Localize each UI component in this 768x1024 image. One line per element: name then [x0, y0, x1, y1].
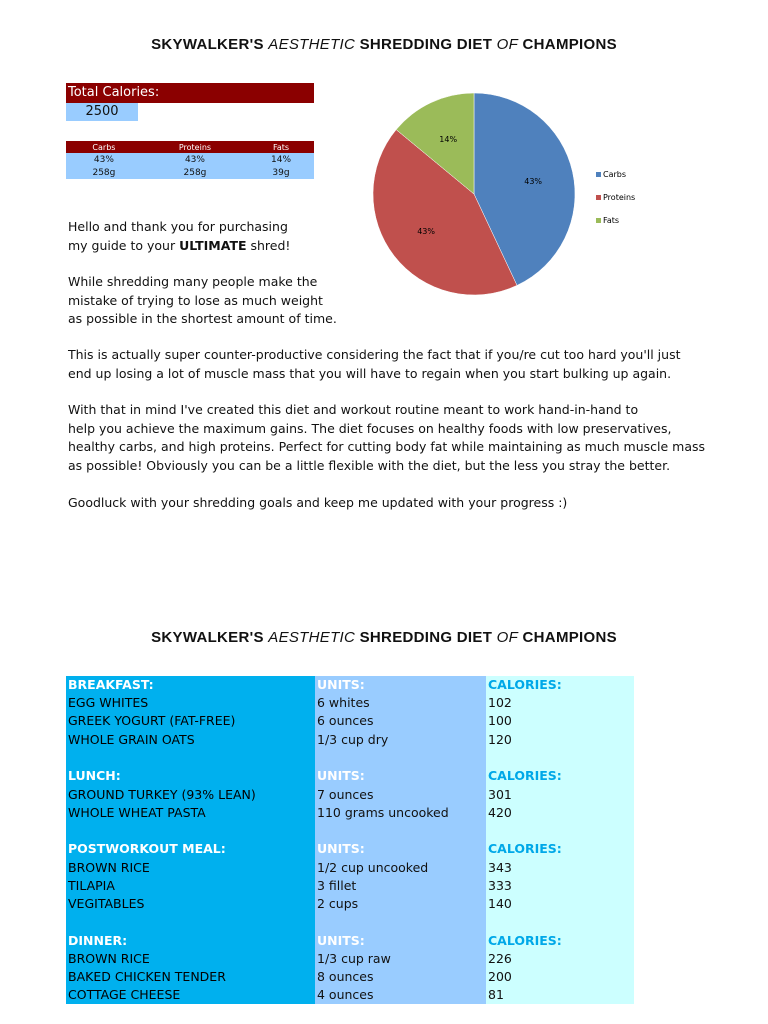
meal-spacer-row	[66, 822, 634, 841]
units-header: UNITS:	[315, 840, 486, 858]
food-calories: 200	[486, 968, 634, 986]
macro-percent: 14%	[248, 153, 314, 166]
calories-header: CALORIES:	[486, 840, 634, 858]
section-title	[0, 629, 768, 646]
table-row	[66, 804, 634, 822]
food-name: BROWN RICE	[66, 859, 315, 877]
table-row	[66, 968, 634, 986]
spacer-cell	[486, 822, 634, 841]
food-calories: 102	[486, 694, 634, 712]
food-calories: 333	[486, 877, 634, 895]
meal-spacer-row	[66, 913, 634, 932]
legend-label: Fats	[603, 216, 620, 225]
title-part: OF	[496, 36, 519, 53]
macro-header: Proteins	[142, 141, 248, 153]
spacer-cell	[315, 749, 486, 768]
table-row	[66, 785, 634, 803]
spacer-cell	[315, 913, 486, 932]
title-part: SKYWALKER'S	[151, 629, 269, 646]
food-name: WHOLE WHEAT PASTA	[66, 804, 315, 822]
total-calories-label: Total Calories:	[66, 83, 314, 103]
legend-label: Carbs	[603, 170, 627, 179]
spacer-cell	[66, 913, 315, 932]
macro-grams: 258g	[66, 166, 142, 179]
macro-header: Fats	[248, 141, 314, 153]
food-units: 1/3 cup raw	[315, 950, 486, 968]
food-units: 6 ounces	[315, 712, 486, 730]
spacer-cell	[315, 822, 486, 841]
table-row	[66, 712, 634, 730]
food-name: GREEK YOGURT (FAT-FREE)	[66, 712, 315, 730]
title-part: CHAMPIONS	[518, 629, 617, 646]
title-part: SHREDDING DIET	[355, 36, 497, 53]
meal-header-row	[66, 840, 634, 858]
meal-header-row	[66, 676, 634, 694]
intro-paragraph: While shredding many people make the mistake of trying to lose as much weight as possible in the shortest amount of time.	[68, 274, 337, 326]
macro-grams: 258g	[142, 166, 248, 179]
macro-grams: 39g	[248, 166, 314, 179]
title-part: AESTHETIC	[268, 36, 356, 53]
macro-table	[66, 141, 314, 179]
food-units: 8 ounces	[315, 968, 486, 986]
title-part: CHAMPIONS	[518, 36, 617, 53]
page-title	[0, 36, 768, 53]
pie-data-label: 14%	[439, 135, 458, 145]
meal-plan-table	[66, 676, 634, 1004]
calories-header: CALORIES:	[486, 676, 634, 694]
table-row	[66, 986, 634, 1004]
table-row	[66, 731, 634, 749]
units-header: UNITS:	[315, 676, 486, 694]
legend-swatch	[596, 172, 601, 177]
food-units: 3 fillet	[315, 877, 486, 895]
pie-data-label: 43%	[417, 227, 436, 237]
spacer-cell	[66, 749, 315, 768]
table-row	[66, 877, 634, 895]
calories-header: CALORIES:	[486, 932, 634, 950]
food-units: 1/3 cup dry	[315, 731, 486, 749]
food-name: BAKED CHICKEN TENDER	[66, 968, 315, 986]
table-row	[66, 859, 634, 877]
food-units: 7 ounces	[315, 785, 486, 803]
spacer-cell	[66, 822, 315, 841]
legend-swatch	[596, 218, 601, 223]
meal-header-row	[66, 932, 634, 950]
food-units: 6 whites	[315, 694, 486, 712]
units-header: UNITS:	[315, 932, 486, 950]
title-part: SHREDDING DIET	[355, 629, 497, 646]
intro-paragraph	[68, 218, 328, 255]
table-row	[66, 694, 634, 712]
macro-pie-chart	[368, 90, 658, 300]
macro-percent: 43%	[66, 153, 142, 166]
meal-name: LUNCH:	[66, 767, 315, 785]
food-name: BROWN RICE	[66, 950, 315, 968]
legend-label: Proteins	[603, 193, 636, 202]
food-calories: 343	[486, 859, 634, 877]
food-calories: 301	[486, 785, 634, 803]
title-part: SKYWALKER'S	[151, 36, 269, 53]
spacer-cell	[486, 749, 634, 768]
food-name: WHOLE GRAIN OATS	[66, 731, 315, 749]
title-part: AESTHETIC	[268, 629, 356, 646]
calories-header: CALORIES:	[486, 767, 634, 785]
food-units: 1/2 cup uncooked	[315, 859, 486, 877]
title-part: OF	[496, 629, 519, 646]
food-name: TILAPIA	[66, 877, 315, 895]
macro-percent: 43%	[142, 153, 248, 166]
meal-name: DINNER:	[66, 932, 315, 950]
total-calories-value: 2500	[66, 103, 138, 121]
meal-name: POSTWORKOUT MEAL:	[66, 840, 315, 858]
intro-paragraph: With that in mind I've created this diet and workout routine meant to work hand-in-hand to help you achieve the maximum gains. The diet focuses on healthy foods with low preservatives, healthy carbs, and high proteins. Perfect for cutting body fat while maintaining as much muscle mass as possible! Obviously you can be a little flexible with the diet, but the less you stray the better.	[68, 402, 705, 473]
meal-spacer-row	[66, 749, 634, 768]
food-name: EGG WHITES	[66, 694, 315, 712]
macro-header: Carbs	[66, 141, 142, 153]
intro-paragraph: This is actually super counter-productive considering the fact that if you/re cut too hard you'll just end up losing a lot of muscle mass that you will have to regain when you start bulking up again.	[68, 347, 681, 381]
spacer-cell	[486, 913, 634, 932]
food-name: GROUND TURKEY (93% LEAN)	[66, 785, 315, 803]
table-row	[66, 950, 634, 968]
pie-data-label: 43%	[524, 176, 543, 186]
food-calories: 140	[486, 895, 634, 913]
meal-name: BREAKFAST:	[66, 676, 315, 694]
food-units: 110 grams uncooked	[315, 804, 486, 822]
food-units: 4 ounces	[315, 986, 486, 1004]
food-calories: 120	[486, 731, 634, 749]
units-header: UNITS:	[315, 767, 486, 785]
meal-header-row	[66, 767, 634, 785]
food-calories: 81	[486, 986, 634, 1004]
food-name: COTTAGE CHEESE	[66, 986, 315, 1004]
intro-text: Hello and thank you for purchasing my guide to your	[68, 219, 288, 253]
intro-paragraph: Goodluck with your shredding goals and keep me updated with your progress :)	[68, 495, 568, 510]
food-calories: 226	[486, 950, 634, 968]
food-name: VEGITABLES	[66, 895, 315, 913]
food-calories: 420	[486, 804, 634, 822]
food-units: 2 cups	[315, 895, 486, 913]
intro-emphasis: ULTIMATE	[179, 237, 247, 253]
legend-swatch	[596, 195, 601, 200]
food-calories: 100	[486, 712, 634, 730]
table-row	[66, 895, 634, 913]
intro-text: shred!	[246, 237, 291, 253]
